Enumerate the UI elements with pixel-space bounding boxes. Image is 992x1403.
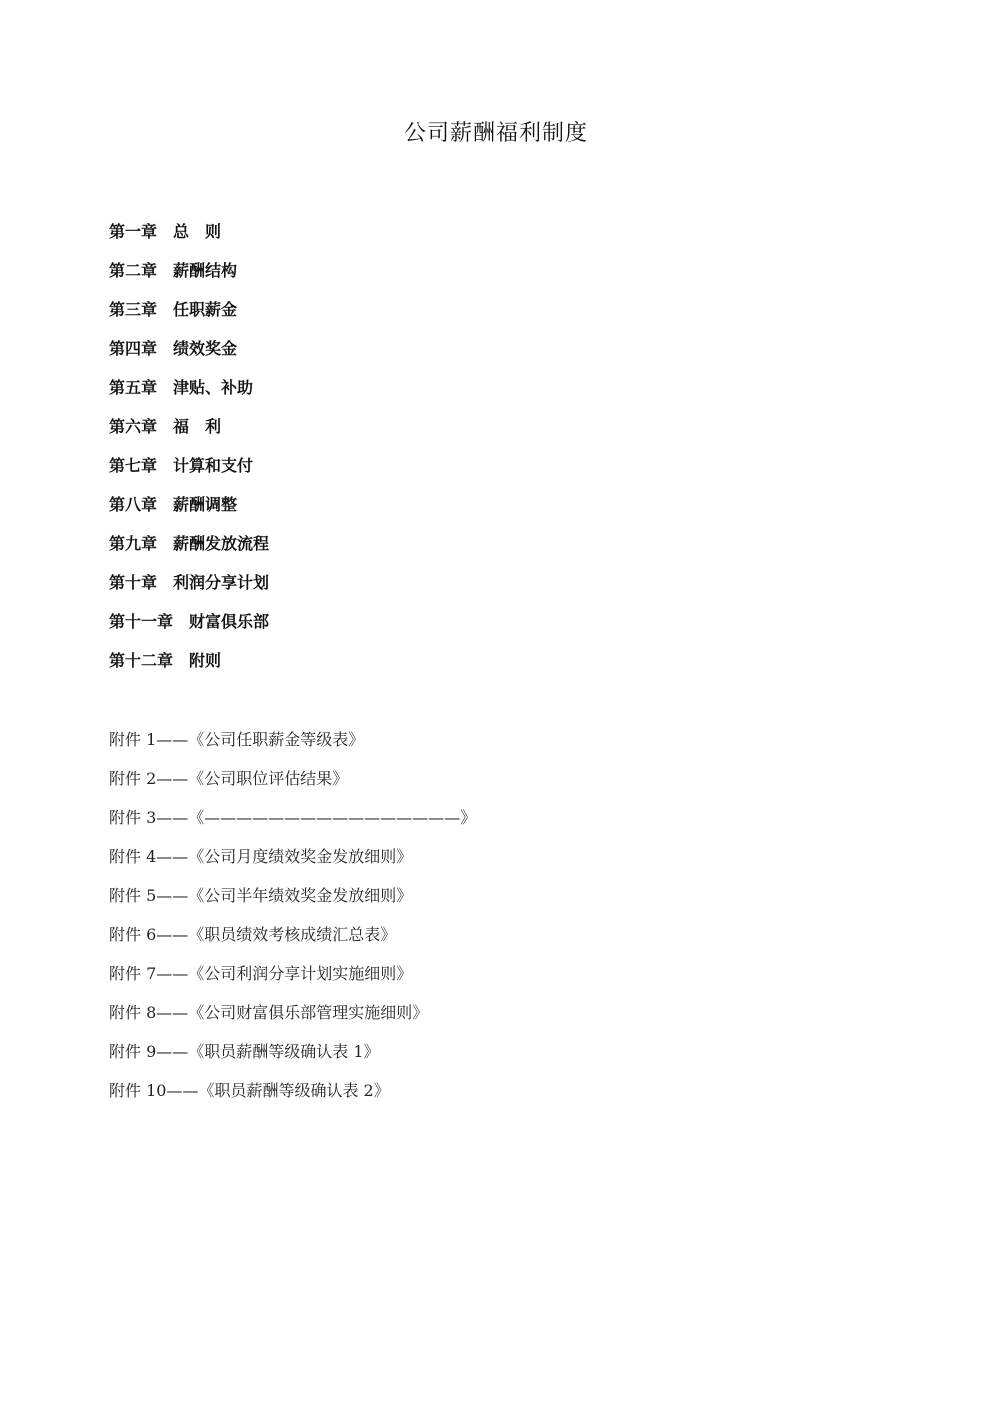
chapter-item: 第八章 薪酬调整 <box>109 495 238 514</box>
document-title: 公司薪酬福利制度 <box>403 121 588 146</box>
chapter-item: 第五章 津贴、补助 <box>109 378 254 397</box>
appendix-item: 附件 9——《职员薪酬等级确认表 1》 <box>109 1042 380 1061</box>
chapter-item: 第二章 薪酬结构 <box>109 261 238 280</box>
chapter-item: 第三章 任职薪金 <box>109 300 238 319</box>
chapter-item: 第十二章 附则 <box>109 651 222 670</box>
chapter-item: 第一章 总 则 <box>109 222 222 241</box>
chapter-item: 第十章 利润分享计划 <box>109 573 270 592</box>
appendix-item: 附件 7——《公司利润分享计划实施细则》 <box>109 964 413 983</box>
chapter-item: 第十一章 财富俱乐部 <box>109 612 270 631</box>
appendix-item: 附件 6——《职员绩效考核成绩汇总表》 <box>109 925 397 944</box>
appendix-item: 附件 10——《职员薪酬等级确认表 2》 <box>109 1081 390 1100</box>
appendix-item: 附件 3——《————————————————》 <box>109 808 477 827</box>
appendix-list <box>109 724 476 1114</box>
chapter-item: 第四章 绩效奖金 <box>109 339 238 358</box>
chapter-item: 第七章 计算和支付 <box>109 456 254 475</box>
appendix-item: 附件 1——《公司任职薪金等级表》 <box>109 730 365 749</box>
appendix-item: 附件 4——《公司月度绩效奖金发放细则》 <box>109 847 413 866</box>
chapter-list <box>109 216 269 684</box>
appendix-item: 附件 2——《公司职位评估结果》 <box>109 769 349 788</box>
appendix-item: 附件 8——《公司财富俱乐部管理实施细则》 <box>109 1003 429 1022</box>
appendix-item: 附件 5——《公司半年绩效奖金发放细则》 <box>109 886 413 905</box>
chapter-item: 第九章 薪酬发放流程 <box>109 534 270 553</box>
chapter-item: 第六章 福 利 <box>109 417 222 436</box>
